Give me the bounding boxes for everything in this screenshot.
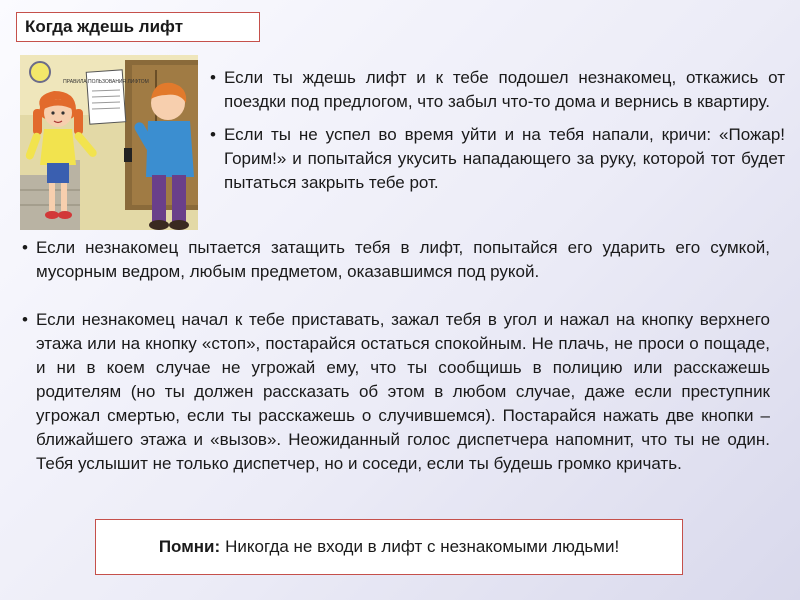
bullet-text: Если незнакомец пытается затащить тебя в лифт, попытайся его ударить его сумкой, мусорным ведром, любым предметом, оказавшимся под рукой.	[36, 238, 770, 281]
bullet-item	[22, 308, 770, 476]
reminder-text: Никогда не входи в лифт с незнакомыми людьми!	[225, 537, 620, 556]
children-at-elevator-illustration	[20, 55, 198, 230]
bullets-right-column	[210, 66, 785, 204]
reminder-label: Помни:	[158, 537, 221, 556]
bullet-item	[22, 236, 770, 284]
bullet-marker: •	[210, 125, 216, 144]
bullet-marker: •	[22, 238, 28, 257]
rules-sign-text: ПРАВИЛА ПОЛЬЗОВАНИЯ ЛИФТОМ	[63, 79, 149, 85]
illustration-svg	[20, 55, 198, 230]
page-title: Когда ждешь лифт	[16, 12, 260, 42]
bullet-item	[210, 66, 785, 114]
bullet-marker: •	[210, 68, 216, 87]
reminder-box	[95, 519, 683, 575]
bullet-text: Если ты ждешь лифт и к тебе подошел незнакомец, откажись от поездки под предлогом, что забыл что-то дома и вернись в квартиру.	[224, 68, 785, 111]
bullet-item	[210, 123, 785, 195]
bullet-marker: •	[22, 310, 28, 329]
bullet-text: Если ты не успел во время уйти и на тебя напали, кричи: «Пожар! Горим!» и попытайся укусить нападающего за руку, которой тот будет пытаться закрыть тебе рот.	[224, 125, 785, 192]
bullet-text: Если незнакомец начал к тебе приставать, зажал тебя в угол и нажал на кнопку верхнего этажа или на кнопку «стоп», постарайся остаться спокойным. Не плачь, не проси о пощаде, и ни в коем случае не угрожай ему, что ты сообщишь в полицию или расскажешь родителям (но ты должен рассказать об этом в любом случае, даже если преступник угрожал смертью, если ты расскажешь о случившемся). Постарайся нажать две кнопки – ближайшего этажа и «вызов». Неожиданный голос диспетчера напомнит, что ты не один. Тебя услышит не только диспетчер, но и соседи, если ты будешь громко кричать.	[36, 310, 770, 473]
